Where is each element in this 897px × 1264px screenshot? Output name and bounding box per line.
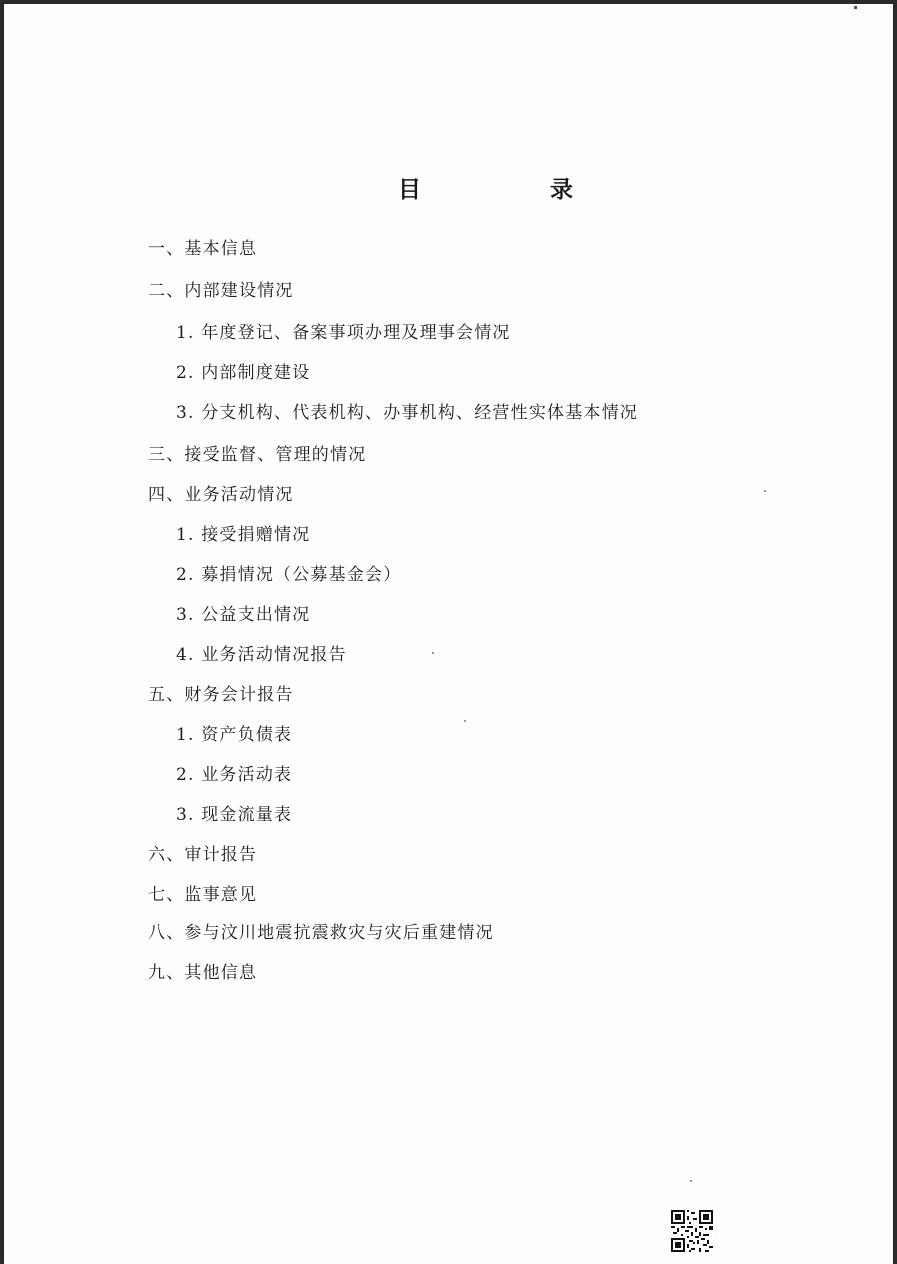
scan-speck xyxy=(764,490,766,492)
scan-speck xyxy=(464,720,466,722)
toc-entry: 七、监事意见 xyxy=(148,885,258,905)
toc-subentry: 3. 公益支出情况 xyxy=(176,605,311,625)
toc-entry: 六、审计报告 xyxy=(148,845,258,865)
toc-subentry: 2. 内部制度建设 xyxy=(176,363,311,383)
title-char-2: 录 xyxy=(550,176,573,203)
toc-entry: 九、其他信息 xyxy=(148,963,258,983)
toc-entry: 三、接受监督、管理的情况 xyxy=(148,445,367,465)
toc-entry: 五、财务会计报告 xyxy=(148,685,294,705)
scan-speck xyxy=(690,1180,692,1182)
toc-subentry: 1. 资产负债表 xyxy=(176,725,293,745)
title-char-1: 目 xyxy=(398,176,421,203)
toc-entry: 二、内部建设情况 xyxy=(148,281,294,301)
toc-subentry: 1. 年度登记、备案事项办理及理事会情况 xyxy=(176,323,511,343)
qr-code-icon xyxy=(671,1210,713,1252)
toc-entry: 一、基本信息 xyxy=(148,239,258,259)
toc-entry: 四、业务活动情况 xyxy=(148,485,294,505)
toc-subentry: 3. 现金流量表 xyxy=(176,805,293,825)
toc-subentry: 4. 业务活动情况报告 xyxy=(176,645,347,665)
table-of-contents xyxy=(4,4,893,1264)
toc-entry: 八、参与汶川地震抗震救灾与灾后重建情况 xyxy=(148,923,494,943)
toc-subentry: 1. 接受捐赠情况 xyxy=(176,525,311,545)
toc-subentry: 2. 业务活动表 xyxy=(176,765,293,785)
document-page xyxy=(4,4,893,1264)
toc-subentry: 3. 分支机构、代表机构、办事机构、经营性实体基本情况 xyxy=(176,403,639,423)
toc-subentry: 2. 募捐情况（公募基金会） xyxy=(176,565,402,585)
scan-speck xyxy=(432,652,434,654)
